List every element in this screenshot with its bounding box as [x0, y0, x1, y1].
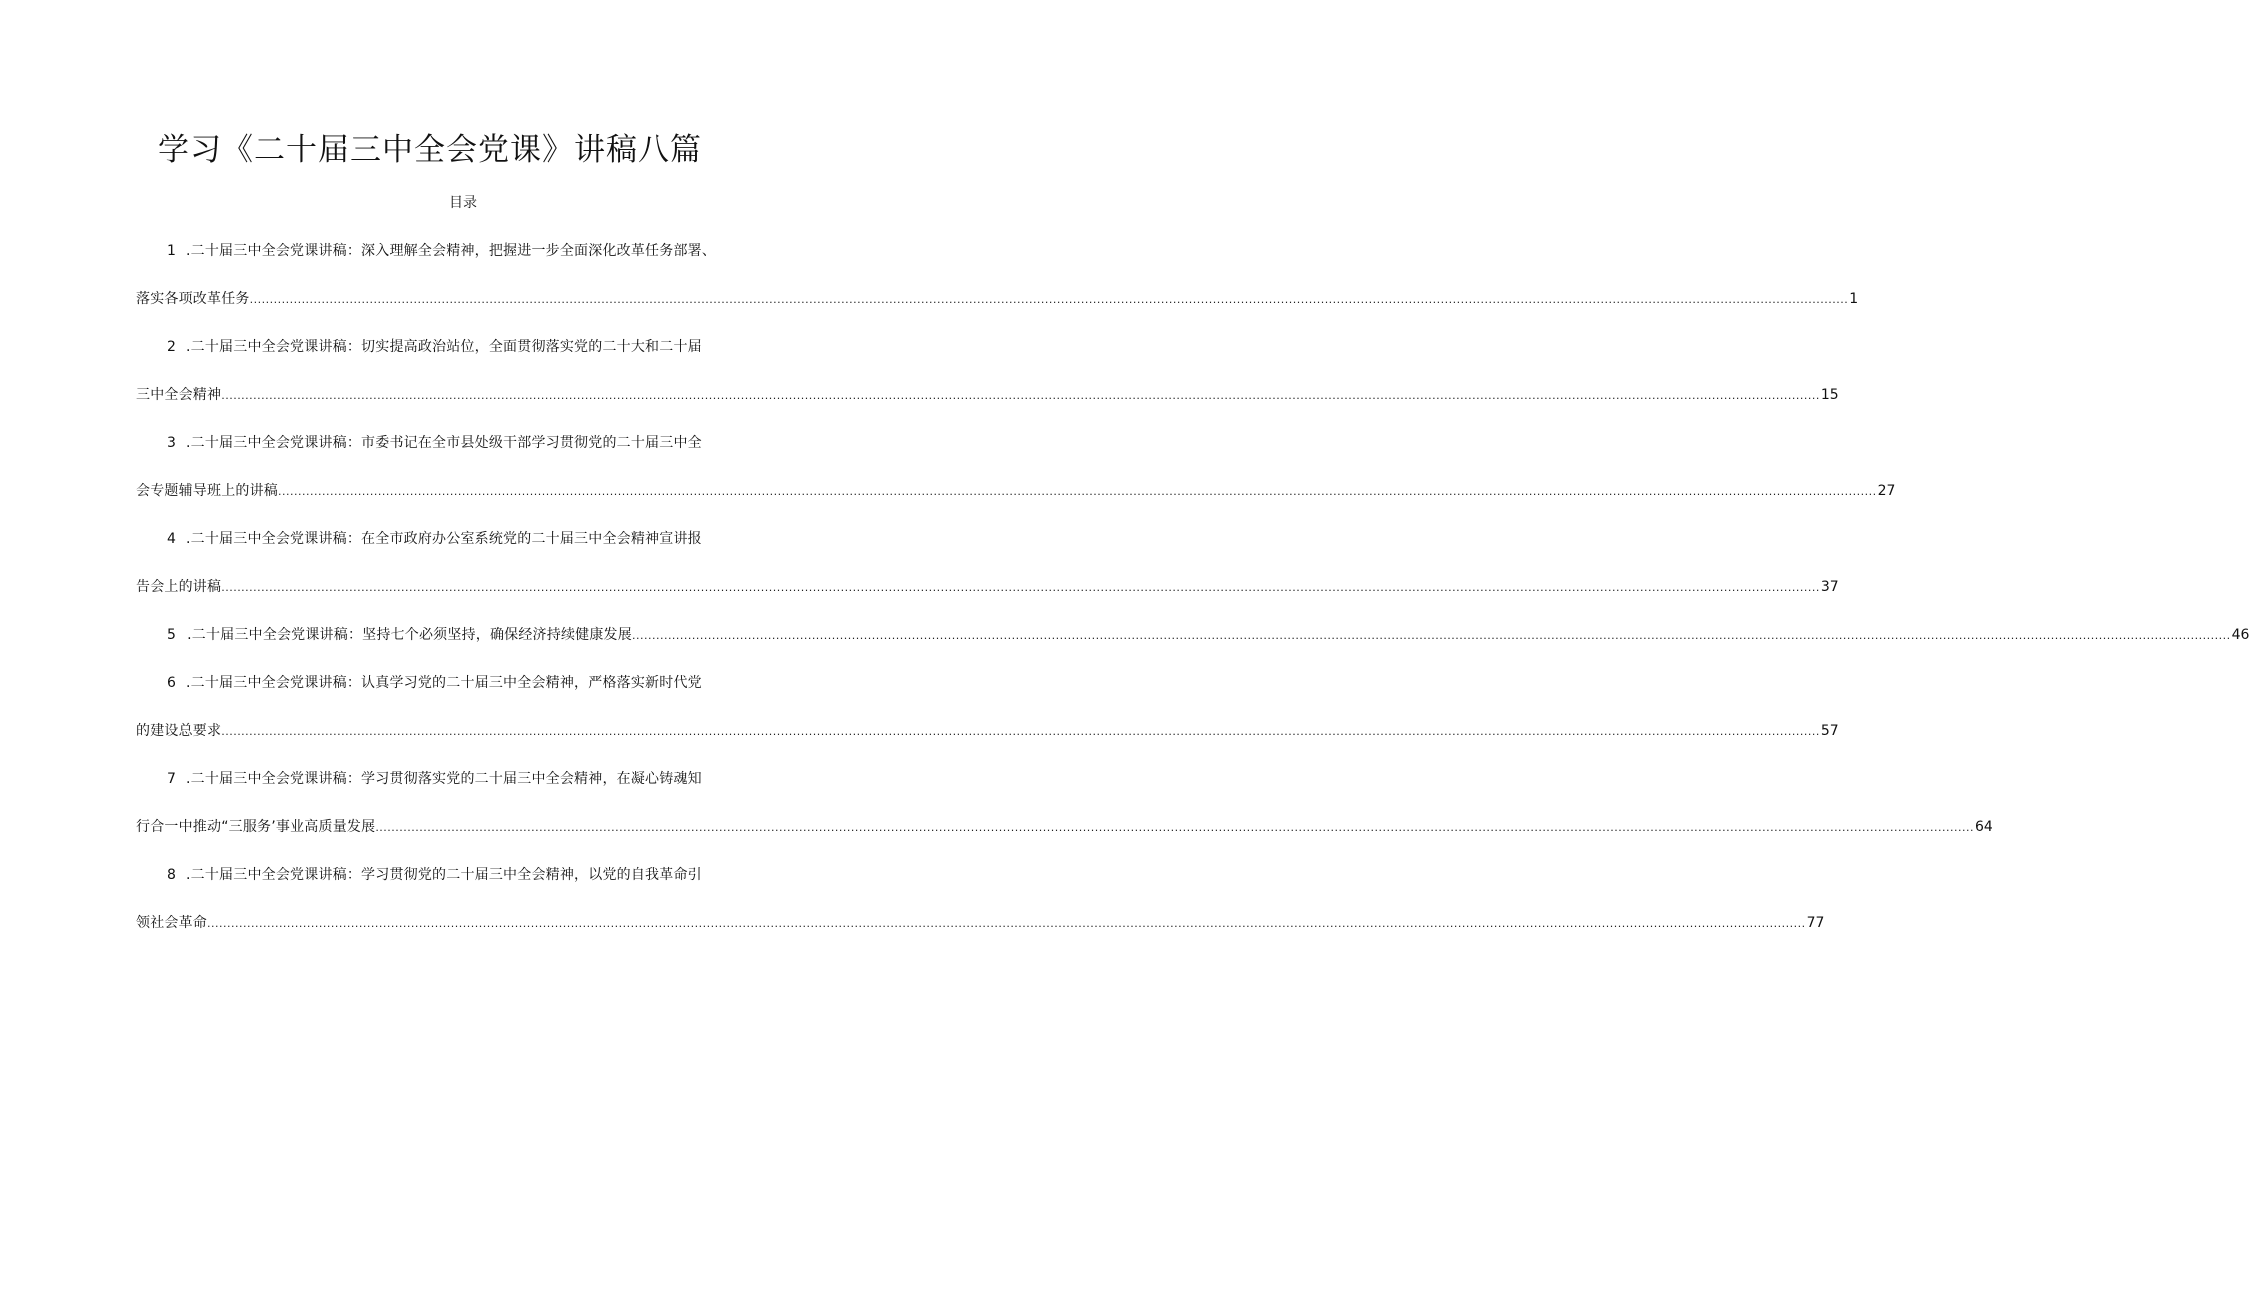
- toc-entry[interactable]: [136, 332, 1839, 428]
- toc-leader-dots: ................................................................................................................................................................................................................................................................................................................................................................................................................: [207, 917, 1806, 930]
- toc-entry-title: .二十届三中全会党课讲稿：认真学习党的二十届三中全会精神，严格落实新时代党: [186, 675, 702, 691]
- toc-entry-number: 2: [167, 339, 176, 355]
- toc-entry-title: .二十届三中全会党课讲稿：学习贯彻党的二十届三中全会精神，以党的自我革命引: [186, 867, 702, 883]
- toc-entry-number: 4: [167, 531, 176, 547]
- toc-entry[interactable]: [136, 668, 1839, 764]
- toc-leader-dots: ................................................................................................................................................................................................................................................................................................................................................................................................................: [375, 821, 1974, 834]
- toc-entry-number: 5: [167, 627, 177, 643]
- toc-entry[interactable]: [136, 236, 1859, 332]
- toc-entry-title: .二十届三中全会党课讲稿：深入理解全会精神，把握进一步全面深化改革任务部署、: [186, 243, 717, 259]
- toc-entry-page: 15: [1820, 387, 1839, 403]
- toc-entry-page: 57: [1820, 723, 1839, 739]
- toc-entry-number: 8: [167, 867, 176, 883]
- toc-entry-title-continued: 三中全会精神: [136, 387, 222, 403]
- table-of-contents: [136, 236, 2249, 956]
- toc-entry-number: 7: [167, 771, 176, 787]
- toc-entry-title-continued: 领社会革命: [136, 915, 207, 931]
- toc-entry-title-continued: 的建设总要求: [136, 723, 222, 739]
- toc-entry-number: 1: [167, 243, 176, 259]
- toc-entry-title-continued: 告会上的讲稿: [136, 579, 222, 595]
- toc-entry-title: .二十届三中全会党课讲稿：在全市政府办公室系统党的二十届三中全会精神宣讲报: [186, 531, 702, 547]
- toc-entry-title: .二十届三中全会党课讲稿：坚持七个必须坚持，确保经济持续健康发展: [187, 627, 632, 643]
- toc-entry[interactable]: [136, 764, 1993, 860]
- document-title: 学习《二十届三中全会党课》讲稿八篇: [158, 132, 702, 168]
- toc-entry-page: 37: [1820, 579, 1839, 595]
- toc-entry-title: .二十届三中全会党课讲稿：学习贯彻落实党的二十届三中全会精神，在凝心铸魂知: [186, 771, 702, 787]
- toc-entry[interactable]: [136, 428, 1896, 524]
- toc-entry-page: 1: [1849, 291, 1859, 307]
- toc-entry-title-continued: 会专题辅导班上的讲稿: [136, 483, 278, 499]
- toc-entry-title-continued: 行合一中推动“三服务’事业高质量发展: [136, 819, 376, 835]
- toc-entry-page: 64: [1974, 819, 1993, 835]
- toc-entry-page: 27: [1877, 483, 1896, 499]
- toc-leader-dots: ................................................................................................................................................................................................................................................................................................................................................................................................................: [249, 293, 1849, 306]
- toc-entry-number: 3: [167, 435, 176, 451]
- toc-leader-dots: ................................................................................................................................................................................................................................................................................................................................................................................................................: [221, 725, 1820, 738]
- toc-leader-dots: ................................................................................................................................................................................................................................................................................................................................................................................................................: [221, 581, 1820, 594]
- toc-entry-title-continued: 落实各项改革任务: [136, 291, 250, 307]
- toc-entry[interactable]: [136, 620, 2249, 668]
- toc-entry-title: .二十届三中全会党课讲稿：切实提高政治站位，全面贯彻落实党的二十大和二十届: [186, 339, 702, 355]
- toc-entry-page: 46: [2231, 627, 2249, 643]
- toc-entry-title: .二十届三中全会党课讲稿：市委书记在全市县处级干部学习贯彻党的二十届三中全: [186, 435, 702, 451]
- toc-leader-dots: ................................................................................................................................................................................................................................................................................................................................................................................................................: [221, 389, 1820, 402]
- toc-heading: 目录: [449, 195, 477, 211]
- toc-entry[interactable]: [136, 860, 1825, 956]
- toc-leader-dots: ................................................................................................................................................................................................................................................................................................................................................................................................................: [631, 629, 2231, 642]
- toc-entry[interactable]: [136, 524, 1839, 620]
- toc-entry-page: 77: [1806, 915, 1825, 931]
- toc-entry-number: 6: [167, 675, 176, 691]
- toc-leader-dots: ................................................................................................................................................................................................................................................................................................................................................................................................................: [278, 485, 1877, 498]
